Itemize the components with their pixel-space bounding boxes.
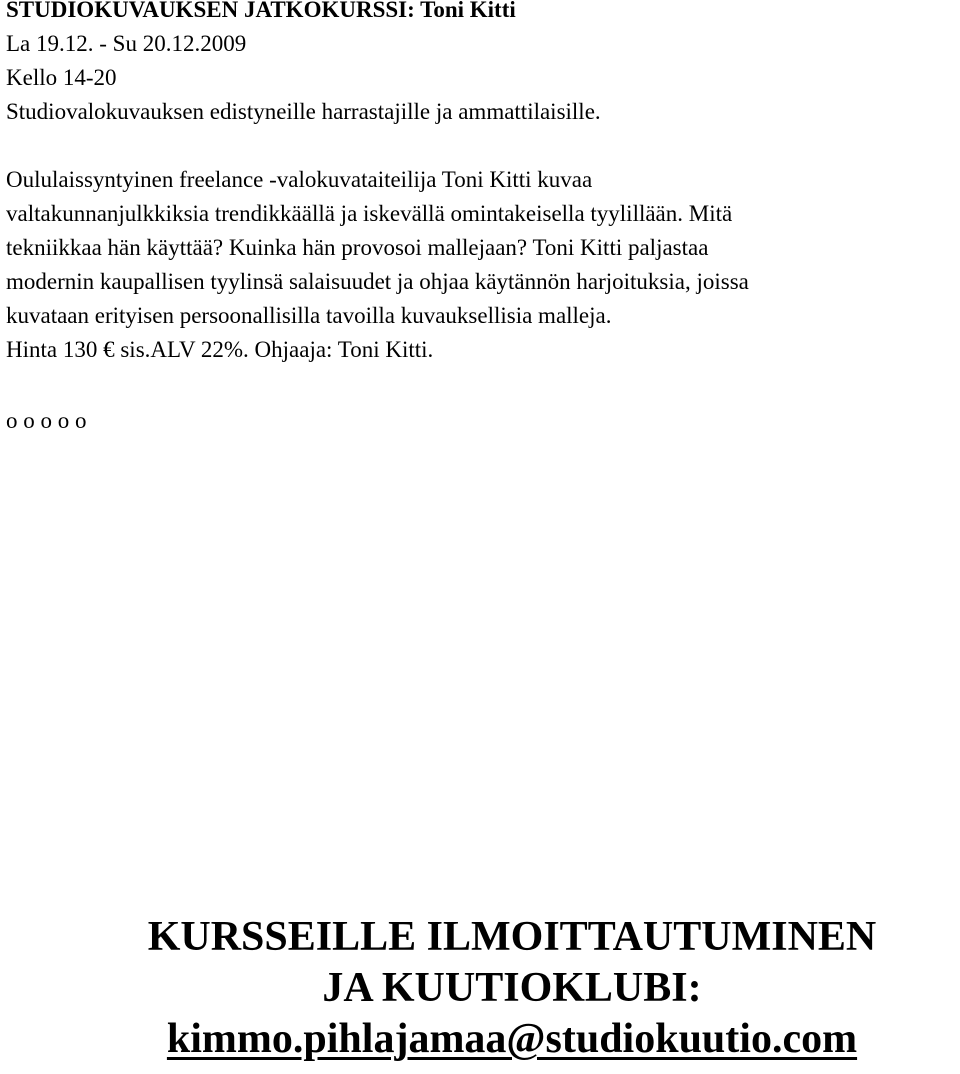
contact-email-link[interactable]: kimmo.pihlajamaa@studiokuutio.com xyxy=(166,1016,858,1062)
course-header xyxy=(6,0,956,129)
contact-email-wrapper xyxy=(0,1014,960,1065)
description-line: modernin kaupallisen tyylinsä salaisuudet ja ohjaa käytännön harjoituksia, joissa xyxy=(6,269,749,294)
course-dates: La 19.12. - Su 20.12.2009 xyxy=(6,31,247,56)
club-heading: JA KUUTIOKLUBI: xyxy=(322,965,702,1011)
separator-dots: o o o o o xyxy=(6,408,87,433)
price-and-instructor: Hinta 130 € sis.ALV 22%. Ohjaaja: Toni Kitti. xyxy=(6,337,434,362)
description-line: tekniikkaa hän käyttää? Kuinka hän provosoi mallejaan? Toni Kitti paljastaa xyxy=(6,235,709,260)
registration-heading: KURSSEILLE ILMOITTAUTUMINEN xyxy=(147,914,877,960)
description-line: kuvataan erityisen persoonallisilla tavoilla kuvauksellisia malleja. xyxy=(6,303,612,328)
description-line: valtakunnanjulkkiksia trendikkäällä ja iskevällä omintakeisella tyylillään. Mitä xyxy=(6,201,733,226)
course-audience: Studiovalokuvauksen edistyneille harrastajille ja ammattilaisille. xyxy=(6,99,601,124)
course-description xyxy=(6,163,956,367)
course-title: STUDIOKUVAUKSEN JATKOKURSSI: Toni Kitti xyxy=(6,0,516,22)
course-time: Kello 14-20 xyxy=(6,65,117,90)
registration-footer xyxy=(0,912,960,1065)
description-line: Oululaissyntyinen freelance -valokuvataiteilija Toni Kitti kuvaa xyxy=(6,167,593,192)
